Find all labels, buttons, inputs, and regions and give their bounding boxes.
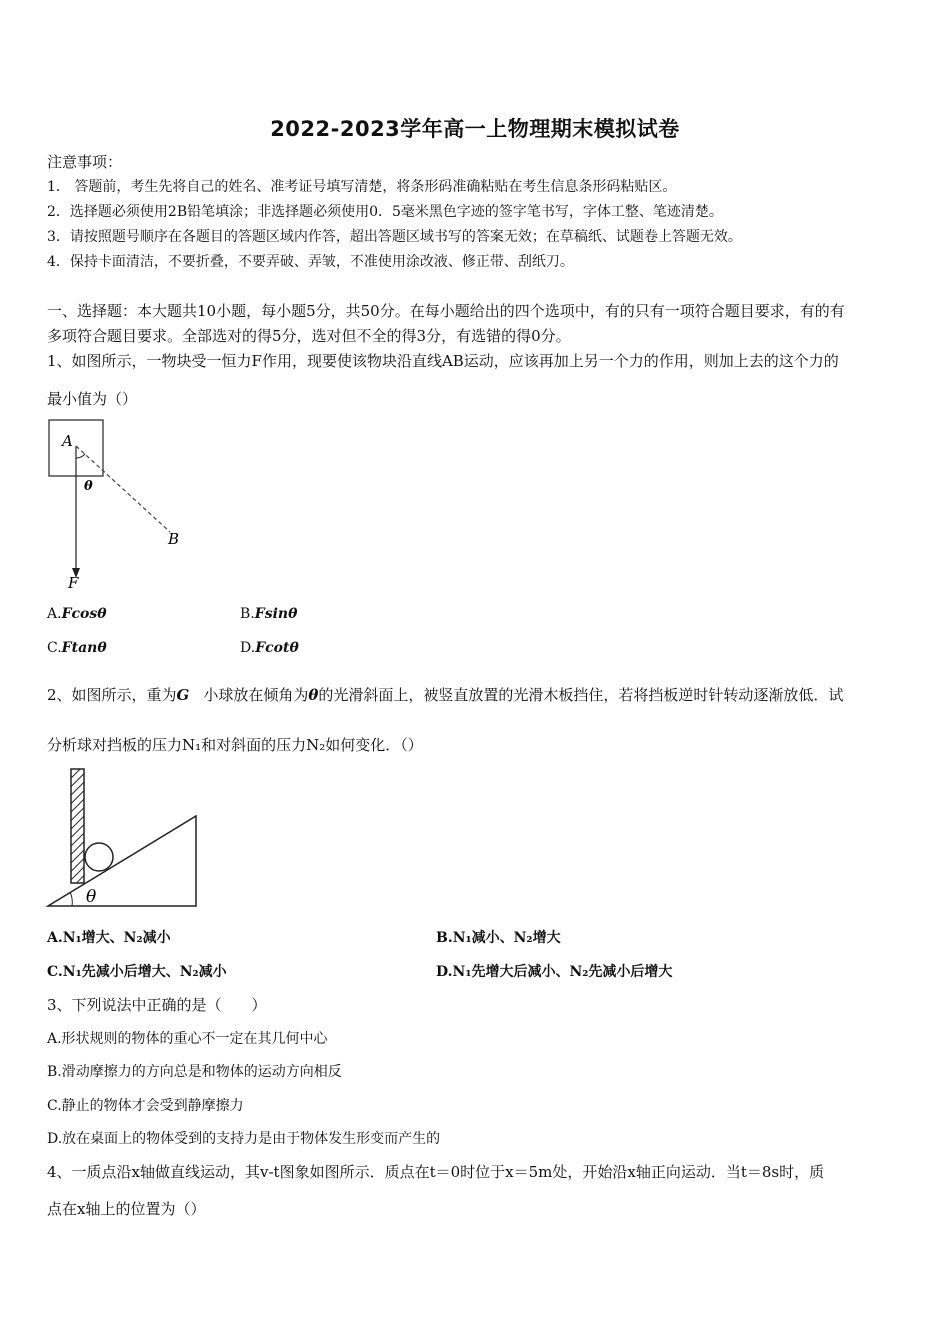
q2-option-d: D.N₁先增大后减小、N₂先减小后增大	[436, 964, 673, 980]
q1-stem-line2: 最小值为（）	[47, 390, 138, 408]
option-value: Ftanθ	[61, 640, 107, 656]
q2-option-c: C.N₁先减小后增大、N₂减小	[47, 964, 227, 980]
notice-item: 3．请按照题号顺序在各题目的答题区域内作答，超出答题区域书写的答案无效；在草稿纸、试题卷上答题无效。	[47, 229, 742, 245]
q2-option-a: A.N₁增大、N₂减小	[47, 930, 171, 946]
q3-stem: 3、下列说法中正确的是（ ）	[47, 996, 267, 1014]
option-key: B.	[240, 606, 255, 622]
q3-option-b: B.滑动摩擦力的方向总是和物体的运动方向相反	[47, 1064, 342, 1080]
q2-stem-post: 的光滑斜面上，被竖直放置的光滑木板挡住，若将挡板逆时针转动逐渐放低．试	[318, 686, 844, 704]
q2-stem-mid: 小球放在倾角为	[203, 686, 309, 704]
label-b: B	[168, 530, 180, 548]
label-a: A	[62, 432, 73, 450]
notice-item: 4．保持卡面清洁，不要折叠，不要弄破、弄皱，不准使用涂改液、修正带、刮纸刀。	[47, 254, 574, 270]
q4-stem-line2: 点在x轴上的位置为（）	[47, 1200, 206, 1218]
q3-option-a: A.形状规则的物体的重心不一定在其几何中心	[47, 1031, 328, 1047]
q2-stem-line1	[47, 685, 843, 705]
q4-stem-line1: 4、一质点沿x轴做直线运动，其v-t图象如图所示．质点在t＝0时位于x＝5m处，开始沿x轴正向运动．当t＝8s时，质	[47, 1163, 825, 1181]
label-f: F	[68, 574, 79, 592]
option-key: C.	[47, 640, 62, 656]
section-intro-line2: 多项符合题目要求。全部选对的得5分，选对但不全的得3分，有选错的得0分。	[47, 327, 571, 345]
q2-option-b: B.N₁减小、N₂增大	[436, 930, 561, 946]
notice-item: 1． 答题前，考生先将自己的姓名、准考证号填写清楚，将条形码准确粘贴在考生信息条形码粘贴区。	[47, 179, 677, 195]
page-title: 2022-2023学年高一上物理期末模拟试卷	[270, 117, 680, 141]
option-key: A.	[47, 606, 62, 622]
option-value: Fcotθ	[255, 640, 299, 656]
q1-option-a	[47, 604, 107, 624]
q1-option-b	[240, 604, 297, 624]
q1-option-d	[240, 638, 299, 658]
q2-angle-symbol: θ	[308, 686, 319, 704]
q3-option-d: D.放在桌面上的物体受到的支持力是由于物体发生形变而产生的	[47, 1131, 441, 1147]
board	[71, 769, 84, 883]
q1-force-diagram	[40, 416, 200, 594]
q2-incline-diagram	[42, 764, 206, 912]
q2-weight-symbol: G	[176, 686, 190, 704]
notice-item: 2．选择题必须使用2B铅笔填涂；非选择题必须使用0．5毫米黑色字迹的签字笔书写，字体工整、笔迹清楚。	[47, 204, 723, 220]
q1-stem-line1: 1、如图所示，一物块受一恒力F作用，现要使该物块沿直线AB运动，应该再加上另一个力的作用，则加上去的这个力的	[47, 352, 839, 370]
label-theta: θ	[84, 479, 93, 494]
q1-option-c	[47, 638, 107, 658]
angle-arc	[70, 892, 72, 906]
option-key: D.	[240, 640, 256, 656]
angle-arc	[76, 454, 85, 458]
section-intro-line1: 一、选择题：本大题共10小题，每小题5分，共50分。在每小题给出的四个选项中，有的只有一项符合题目要求，有的有	[47, 302, 845, 320]
label-theta: θ	[86, 887, 97, 907]
option-value: Fsinθ	[254, 606, 298, 622]
notice-heading: 注意事项：	[47, 153, 123, 171]
q2-stem-line2: 分析球对挡板的压力N₁和对斜面的压力N₂如何变化．（）	[47, 736, 423, 754]
q2-stem-pre: 2、如图所示，重为	[47, 686, 177, 704]
q3-option-c: C.静止的物体才会受到静摩擦力	[47, 1098, 244, 1114]
ball	[85, 843, 113, 871]
option-value: Fcosθ	[61, 606, 107, 622]
